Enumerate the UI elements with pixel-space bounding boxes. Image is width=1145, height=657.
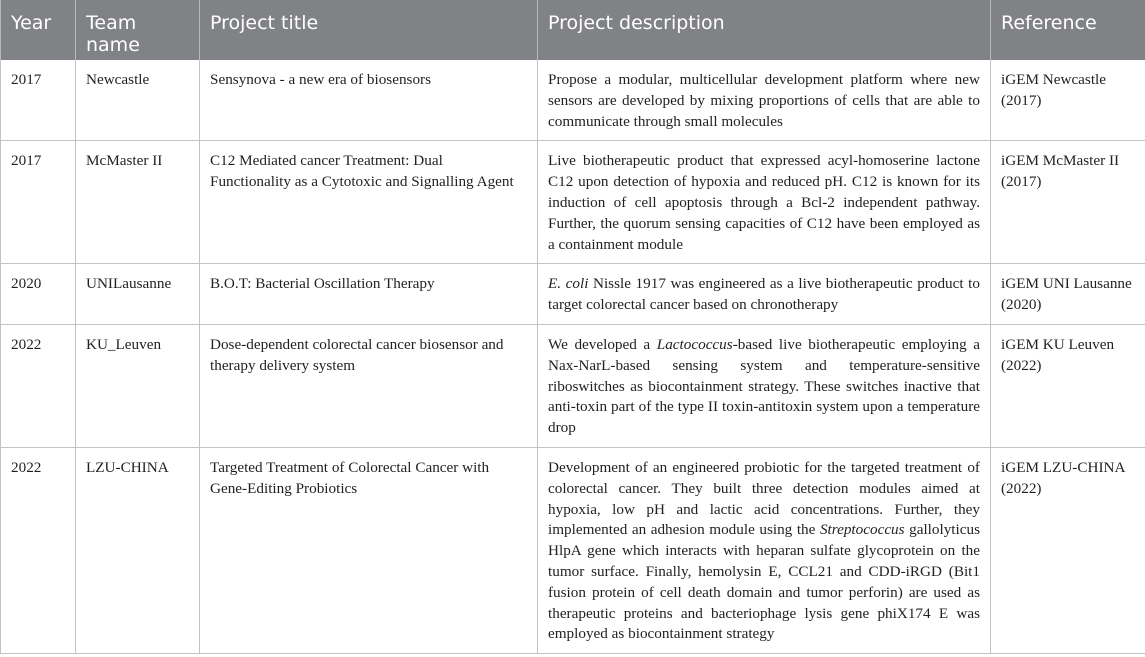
- table-row: [1, 447, 1145, 653]
- year-cell: 2017: [1, 141, 76, 264]
- year-cell: 2020: [1, 264, 76, 325]
- year-cell: 2022: [1, 324, 76, 447]
- description-text: Nissle 1917 was engineered as a live biotherapeutic product to target colorectal cancer based on chronotherapy: [548, 275, 980, 314]
- reference-cell: iGEM Newcastle (2017): [991, 60, 1145, 141]
- description-text: Development of an engineered probiotic for the targeted treatment of colorectal cancer. They built three detection modules aimed at hypoxia, low pH and lactic acid concentrations. Further, they implemented an adhesion module using the: [548, 458, 980, 539]
- description-text: Live biotherapeutic product that expressed acyl-homoserine lactone C12 upon detection of hypoxia and reduced pH. C12 is known for its induction of cell apoptosis through a Bcl-2 independent pathway. Further, the quorum sensing capacities of C12 have been employed as a containment module: [548, 152, 980, 253]
- description-text: Propose a modular, multicellular development platform where new sensors are developed by mixing proportions of cells that are able to communicate through small molecules: [548, 71, 980, 130]
- team-name-cell: KU_Leuven: [76, 324, 200, 447]
- reference-cell: iGEM KU Leuven (2022): [991, 324, 1145, 447]
- table-row: [1, 60, 1145, 141]
- reference-cell: iGEM UNI Lausanne (2020): [991, 264, 1145, 325]
- project-description-cell: [538, 141, 991, 264]
- project-title-cell: Dose-dependent colorectal cancer biosensor and therapy delivery system: [200, 324, 538, 447]
- project-title-cell: Targeted Treatment of Colorectal Cancer with Gene-Editing Probiotics: [200, 447, 538, 653]
- genus-name-italic: Streptococcus: [819, 521, 905, 539]
- table-row: [1, 141, 1145, 264]
- table-row: [1, 264, 1145, 325]
- description-text: gallolyticus HlpA gene which interacts with heparan sulfate glycoprotein on the tumor surface. Finally, hemolysin E, CCL21 and CDD-iRGD (Bit1 fusion protein of cell death domain and tumor perforin) are used as therapeutic proteins and bacteriophage lysis gene phiX174 E was employed as biocontainment strategy: [548, 521, 980, 643]
- project-title-cell: B.O.T: Bacterial Oscillation Therapy: [200, 264, 538, 325]
- year-cell: 2017: [1, 60, 76, 141]
- team-name-cell: UNILausanne: [76, 264, 200, 325]
- team-name-cell: LZU-CHINA: [76, 447, 200, 653]
- species-name-italic: E. coli: [548, 275, 589, 293]
- year-cell: 2022: [1, 447, 76, 653]
- column-header-team-name: Team name: [76, 0, 200, 60]
- table-row: [1, 324, 1145, 447]
- header-row: [1, 0, 1145, 60]
- project-description-cell: [538, 60, 991, 141]
- column-header-project-title: Project title: [200, 0, 538, 60]
- project-description-cell: [538, 447, 991, 653]
- team-name-cell: McMaster II: [76, 141, 200, 264]
- team-name-cell: Newcastle: [76, 60, 200, 141]
- project-title-cell: C12 Mediated cancer Treatment: Dual Functionality as a Cytotoxic and Signalling Agent: [200, 141, 538, 264]
- project-title-cell: Sensynova - a new era of biosensors: [200, 60, 538, 141]
- column-header-project-description: Project description: [538, 0, 991, 60]
- genus-name-italic: Lactococcus: [656, 335, 733, 353]
- project-description-cell: [538, 264, 991, 325]
- column-header-reference: Reference: [991, 0, 1145, 60]
- reference-cell: iGEM McMaster II (2017): [991, 141, 1145, 264]
- project-description-cell: [538, 324, 991, 447]
- reference-cell: iGEM LZU-CHINA (2022): [991, 447, 1145, 653]
- description-text: -based live biotherapeutic employing a Nax-NarL-based sensing system and temperature-sensitive riboswitches as biocontainment strategy. These switches inactive that anti-toxin part of the type II toxin-antitoxin system upon a temperature drop: [548, 335, 981, 437]
- column-header-year: Year: [1, 0, 76, 60]
- description-text: We developed a: [548, 335, 657, 353]
